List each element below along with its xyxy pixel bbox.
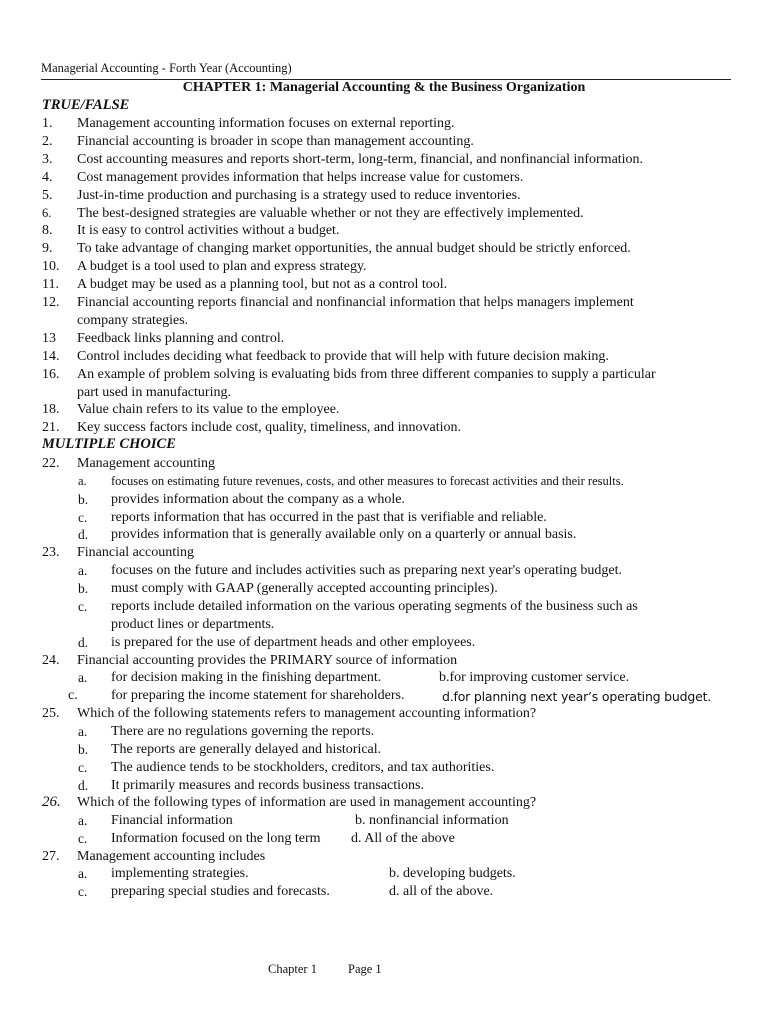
option-letter: b. [78, 581, 89, 596]
mc-number: 24. [42, 653, 60, 668]
tf-number: 8. [42, 223, 53, 238]
tf-text-continued: company strategies. [77, 313, 189, 328]
section-true-false: TRUE/FALSE [42, 97, 130, 113]
option-text: for decision making in the finishing department. [111, 670, 382, 685]
section-multiple-choice: MULTIPLE CHOICE [42, 436, 176, 452]
tf-number: 4. [42, 170, 53, 185]
option-letter: d. [78, 635, 89, 650]
tf-number: 9. [42, 241, 53, 256]
option-text: provides information about the company as a whole. [111, 492, 405, 507]
tf-number: 10. [42, 259, 60, 274]
tf-text: Cost management provides information that helps increase value for customers. [77, 170, 524, 185]
tf-number: 2. [42, 134, 53, 149]
footer-chapter: Chapter 1 [268, 962, 317, 976]
tf-text: Financial accounting is broader in scope than management accounting. [77, 134, 474, 149]
option-text-b: b. nonfinancial information [355, 813, 509, 828]
option-letter: d. [78, 527, 89, 542]
running-header: Managerial Accounting - Forth Year (Accounting) [41, 61, 292, 75]
option-letter: c. [78, 884, 88, 899]
option-letter: a. [78, 724, 88, 739]
option-text: Information focused on the long term [111, 831, 321, 846]
option-text-b: b. developing budgets. [389, 866, 516, 881]
tf-text: To take advantage of changing market opportunities, the annual budget should be strictly enforced. [77, 241, 631, 256]
mc-question-text: Which of the following statements refers to management accounting information? [77, 706, 537, 721]
tf-number: 18. [42, 402, 60, 417]
option-text: must comply with GAAP (generally accepted accounting principles). [111, 581, 498, 596]
tf-text: A budget may be used as a planning tool, but not as a control tool. [77, 277, 448, 292]
mc-question-text: Financial accounting [77, 545, 195, 560]
option-letter: b. [78, 492, 89, 507]
option-text-continued: product lines or departments. [111, 617, 275, 632]
tf-text: It is easy to control activities without a budget. [77, 223, 340, 238]
mc-number: 25. [42, 706, 60, 721]
option-letter: c. [78, 760, 88, 775]
option-letter: c. [78, 599, 88, 614]
option-text-b: b.for improving customer service. [439, 670, 630, 685]
option-text: focuses on estimating future revenues, costs, and other measures to forecast activities and their results. [111, 474, 624, 488]
mc-number: 26. [42, 794, 61, 810]
option-letter: c. [78, 510, 88, 525]
tf-number: 16. [42, 367, 60, 382]
option-text-d: d. All of the above [351, 831, 455, 846]
option-text: preparing special studies and forecasts. [111, 884, 330, 899]
tf-number: 13 [42, 331, 56, 346]
tf-text-continued: part used in manufacturing. [77, 385, 231, 400]
tf-number: 21. [42, 420, 60, 435]
option-text: There are no regulations governing the reports. [111, 724, 375, 739]
tf-text: Key success factors include cost, quality, timeliness, and innovation. [77, 420, 462, 435]
option-text: The audience tends to be stockholders, creditors, and tax authorities. [111, 760, 495, 775]
option-text: is prepared for the use of department heads and other employees. [111, 635, 476, 650]
tf-number: 1. [42, 116, 53, 131]
option-text: implementing strategies. [111, 866, 249, 881]
tf-number: 6. [42, 206, 52, 220]
option-text: reports information that has occurred in the past that is verifiable and reliable. [111, 510, 547, 525]
tf-text: A budget is a tool used to plan and express strategy. [77, 259, 367, 274]
footer-page-number: Page 1 [348, 962, 382, 976]
mc-question-text: Financial accounting provides the PRIMARY source of information [77, 653, 458, 668]
tf-text: The best-designed strategies are valuable whether or not they are effectively implemented. [77, 206, 584, 221]
tf-number: 12. [42, 295, 60, 310]
tf-text: Financial accounting reports financial and nonfinancial information that helps managers implement [77, 295, 634, 310]
tf-number: 5. [42, 188, 53, 203]
option-letter: a. [78, 866, 88, 881]
tf-text: Just-in-time production and purchasing is a strategy used to reduce inventories. [77, 188, 521, 203]
option-letter: a. [78, 813, 88, 828]
option-letter: a. [78, 563, 88, 578]
mc-number: 22. [42, 456, 60, 471]
mc-question-text: Management accounting includes [77, 849, 266, 864]
mc-number: 23. [42, 545, 60, 560]
option-text: The reports are generally delayed and historical. [111, 742, 382, 757]
option-text: Financial information [111, 813, 233, 828]
option-text: It primarily measures and records business transactions. [111, 778, 424, 793]
option-text-d: d. all of the above. [389, 884, 494, 899]
mc-question-text: Which of the following types of information are used in management accounting? [77, 795, 537, 810]
option-text: reports include detailed information on the various operating segments of the business such as [111, 599, 638, 614]
option-text: for preparing the income statement for shareholders. [111, 688, 405, 703]
tf-text: Control includes deciding what feedback to provide that will help with future decision making. [77, 349, 609, 364]
option-letter: d. [78, 778, 89, 793]
option-letter: a. [78, 474, 87, 488]
tf-number: 3. [42, 152, 53, 167]
tf-text: Value chain refers to its value to the employee. [77, 402, 340, 417]
option-letter: c. [78, 831, 88, 846]
option-letter: a. [78, 670, 88, 685]
tf-number: 14. [42, 349, 60, 364]
mc-question-text: Management accounting [77, 456, 216, 471]
option-text-d: d.for planning next year’s operating budget. [442, 689, 712, 704]
tf-text: An example of problem solving is evaluating bids from three different companies to supply a particular [77, 367, 656, 382]
option-text: focuses on the future and includes activities such as preparing next year's operating budget. [111, 563, 623, 578]
tf-text: Feedback links planning and control. [77, 331, 285, 346]
option-letter: b. [78, 742, 89, 757]
option-text: provides information that is generally available only on a quarterly or annual basis. [111, 527, 577, 542]
option-letter: c. [68, 688, 78, 703]
tf-text: Management accounting information focuses on external reporting. [77, 116, 455, 131]
mc-number: 27. [42, 849, 60, 864]
tf-text: Cost accounting measures and reports short-term, long-term, financial, and nonfinancial information. [77, 152, 644, 167]
chapter-title: CHAPTER 1: Managerial Accounting & the Business Organization [182, 80, 586, 95]
tf-number: 11. [42, 277, 59, 292]
